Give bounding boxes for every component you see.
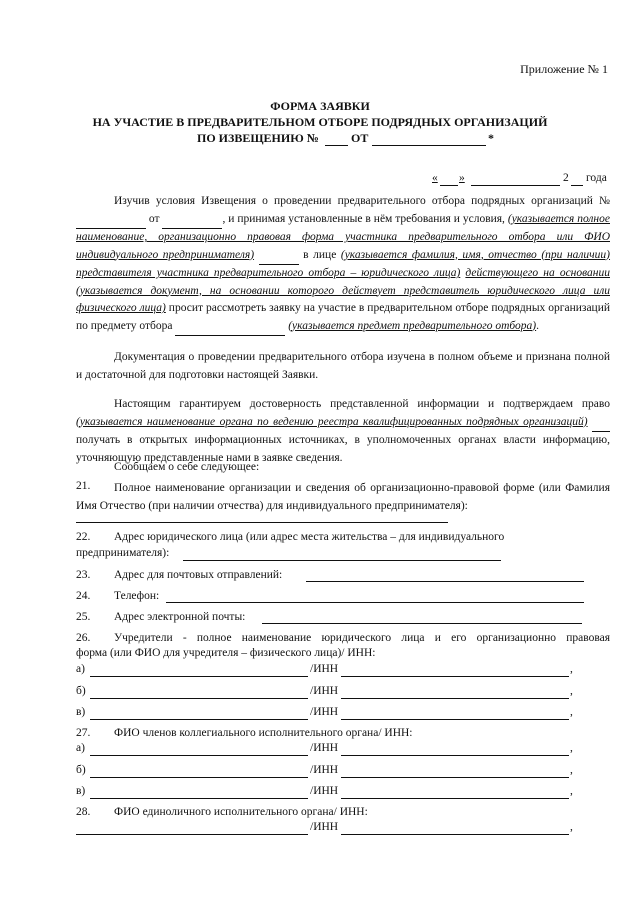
- item-23-field[interactable]: [306, 581, 584, 582]
- item-27-row-v-comma: ,: [570, 785, 573, 797]
- item-27-row-b-label: б): [76, 764, 86, 776]
- item-27-row-b-inn: /ИНН: [310, 764, 339, 776]
- p1-italic-4: (указывается предмет предварительного отбора): [288, 319, 537, 332]
- item-27-row-v-inn-field[interactable]: [341, 798, 569, 799]
- p1-text-3: , и принимая установленные в нём требования и условия,: [222, 212, 505, 225]
- title-star: *: [488, 131, 494, 145]
- title-line-2: НА УЧАСТИЕ В ПРЕДВАРИТЕЛЬНОМ ОТБОРЕ ПОДРЯДНЫХ ОРГАНИЗАЦИЙ: [92, 115, 548, 129]
- item-27-row-a-inn-field[interactable]: [341, 755, 569, 756]
- item-25-number: 25.: [76, 611, 91, 623]
- item-26-text-b: форма (или ФИО для учредителя – физического лица)/ ИНН:: [76, 647, 376, 659]
- item-25-text: Адрес электронной почты:: [114, 611, 246, 623]
- item-26-row-a-name-field[interactable]: [90, 676, 308, 677]
- p1-blank-field[interactable]: [259, 247, 299, 266]
- date-month-field[interactable]: [471, 185, 560, 186]
- item-28-inn: /ИНН: [310, 821, 339, 833]
- item-22-text-a: Адрес юридического лица (или адрес места жительства – для индивидуального: [114, 531, 505, 543]
- item-28-number: 28.: [76, 806, 91, 818]
- item-28-text: ФИО единоличного исполнительного органа/ ИНН:: [114, 806, 368, 818]
- item-23-text: Адрес для почтовых отправлений:: [114, 569, 283, 581]
- p1-subject-field[interactable]: [175, 318, 285, 337]
- item-27-text: ФИО членов коллегиального исполнительного органа/ ИНН:: [114, 727, 413, 739]
- item-21-number: 21.: [76, 480, 91, 492]
- p1-italic-3: действующего на основании (указывается документ, на основании которого действует представитель юридического лица или физического лица): [76, 267, 610, 314]
- item-26-row-v-label: в): [76, 706, 86, 718]
- item-26-row-v-comma: ,: [570, 706, 573, 718]
- p1-text-6: .: [536, 319, 539, 332]
- item-28-comma: ,: [570, 821, 573, 833]
- item-26-row-a-label: а): [76, 663, 85, 675]
- item-21-field[interactable]: [76, 522, 448, 523]
- notice-date-field[interactable]: [372, 145, 486, 146]
- item-27-number: 27.: [76, 727, 91, 739]
- p3-italic-1: (указывается наименование органа по ведению реестра квалифицированных подрядных организаций): [76, 415, 588, 428]
- p1-italic-1: (указывается полное наименование, организационно правовая форма участника предварительного отбора или ФИО индивидуального предпринимателя): [76, 212, 610, 261]
- item-25-field[interactable]: [262, 623, 582, 624]
- item-26-row-v-name-field[interactable]: [90, 719, 308, 720]
- item-27-row-b-name-field[interactable]: [90, 777, 308, 778]
- p1-text-5: просит рассмотреть заявку на участие в предварительном отборе подрядных организаций по предмету отбора: [76, 302, 611, 332]
- item-26-row-b-comma: ,: [570, 685, 573, 697]
- p3-text-1: Настоящим гарантируем достоверность представленной информации и подтверждаем право: [114, 398, 610, 410]
- date-year-prefix: 2: [563, 172, 569, 184]
- item-26-text-a: Учредители - полное наименование юридического лица и его организационно правовая: [114, 632, 610, 644]
- item-26-row-b-inn-field[interactable]: [341, 698, 569, 699]
- item-24-field[interactable]: [166, 602, 584, 603]
- item-28-name-field[interactable]: [76, 834, 308, 835]
- item-26-row-b-inn: /ИНН: [310, 685, 339, 697]
- date-quote-open: «: [432, 172, 438, 184]
- item-22-text-b: предпринимателя):: [76, 547, 170, 559]
- paragraph-1: [76, 193, 610, 336]
- item-26-row-a-comma: ,: [570, 663, 573, 675]
- date-day-field[interactable]: [440, 185, 458, 186]
- paragraph-2: Документация о проведении предварительного отбора изучена в полном объеме и признана полной и достаточной для подготовки настоящей Заявки.: [76, 351, 610, 381]
- item-26-row-b-label: б): [76, 685, 86, 697]
- item-28-inn-field[interactable]: [341, 834, 569, 835]
- item-21-text: Полное наименование организации и сведения об организационно-правовой форме (или Фамилия Имя Отчество (при наличии отчества) для индивидуального предпринимателя):: [76, 482, 610, 512]
- paragraph-3: [76, 396, 610, 467]
- item-26-number: 26.: [76, 632, 91, 644]
- item-27-row-a-label: а): [76, 742, 85, 754]
- appendix-label: Приложение № 1: [520, 62, 608, 76]
- item-26-row-v-inn-field[interactable]: [341, 719, 569, 720]
- title-line-3-from: ОТ: [351, 131, 369, 145]
- item-24-number: 24.: [76, 590, 91, 602]
- date-year-word: года: [586, 172, 607, 184]
- p1-date-field[interactable]: [162, 211, 222, 230]
- p1-italic-2: (указывается фамилия, имя, отчество (при наличии) представителя участника предварительного отбора – юридического лица): [76, 248, 611, 279]
- item-27-row-v-name-field[interactable]: [90, 798, 308, 799]
- item-27-row-a-name-field[interactable]: [90, 755, 308, 756]
- item-26-row-a-inn-field[interactable]: [341, 676, 569, 677]
- item-27-row-a-comma: ,: [570, 742, 573, 754]
- notice-number-field[interactable]: [325, 145, 348, 146]
- item-27-row-b-inn-field[interactable]: [341, 777, 569, 778]
- p3-blank-field[interactable]: [592, 414, 610, 433]
- p1-text-4: в лице: [303, 248, 337, 261]
- p1-text-2: от: [148, 212, 160, 225]
- item-26-row-v-inn: /ИНН: [310, 706, 339, 718]
- item-27-row-b-comma: ,: [570, 764, 573, 776]
- item-27-row-v-label: в): [76, 785, 86, 797]
- p1-number-field[interactable]: [76, 211, 146, 230]
- paragraph-4: Сообщаем о себе следующее:: [114, 461, 260, 473]
- p1-text-1: Изучив условия Извещения о проведении предварительного отбора подрядных организаций №: [114, 195, 610, 207]
- item-27-row-v-inn: /ИНН: [310, 785, 339, 797]
- item-23-number: 23.: [76, 569, 91, 581]
- title-line-3-number: ПО ИЗВЕЩЕНИЮ №: [197, 131, 319, 145]
- item-26-row-b-name-field[interactable]: [90, 698, 308, 699]
- item-24-text: Телефон:: [114, 590, 160, 602]
- date-quote-close: »: [459, 172, 465, 184]
- p3-text-2: получать в открытых информационных источниках, в уполномоченных органах власти информацию, уточняющую представленные нами в заявке сведения.: [76, 434, 610, 464]
- item-27-row-a-inn: /ИНН: [310, 742, 339, 754]
- date-year-field[interactable]: [571, 185, 583, 186]
- item-26-row-a-inn: /ИНН: [310, 663, 339, 675]
- item-22-number: 22.: [76, 531, 91, 543]
- title-line-1: ФОРМА ЗАЯВКИ: [270, 99, 370, 113]
- item-22-field[interactable]: [183, 560, 501, 561]
